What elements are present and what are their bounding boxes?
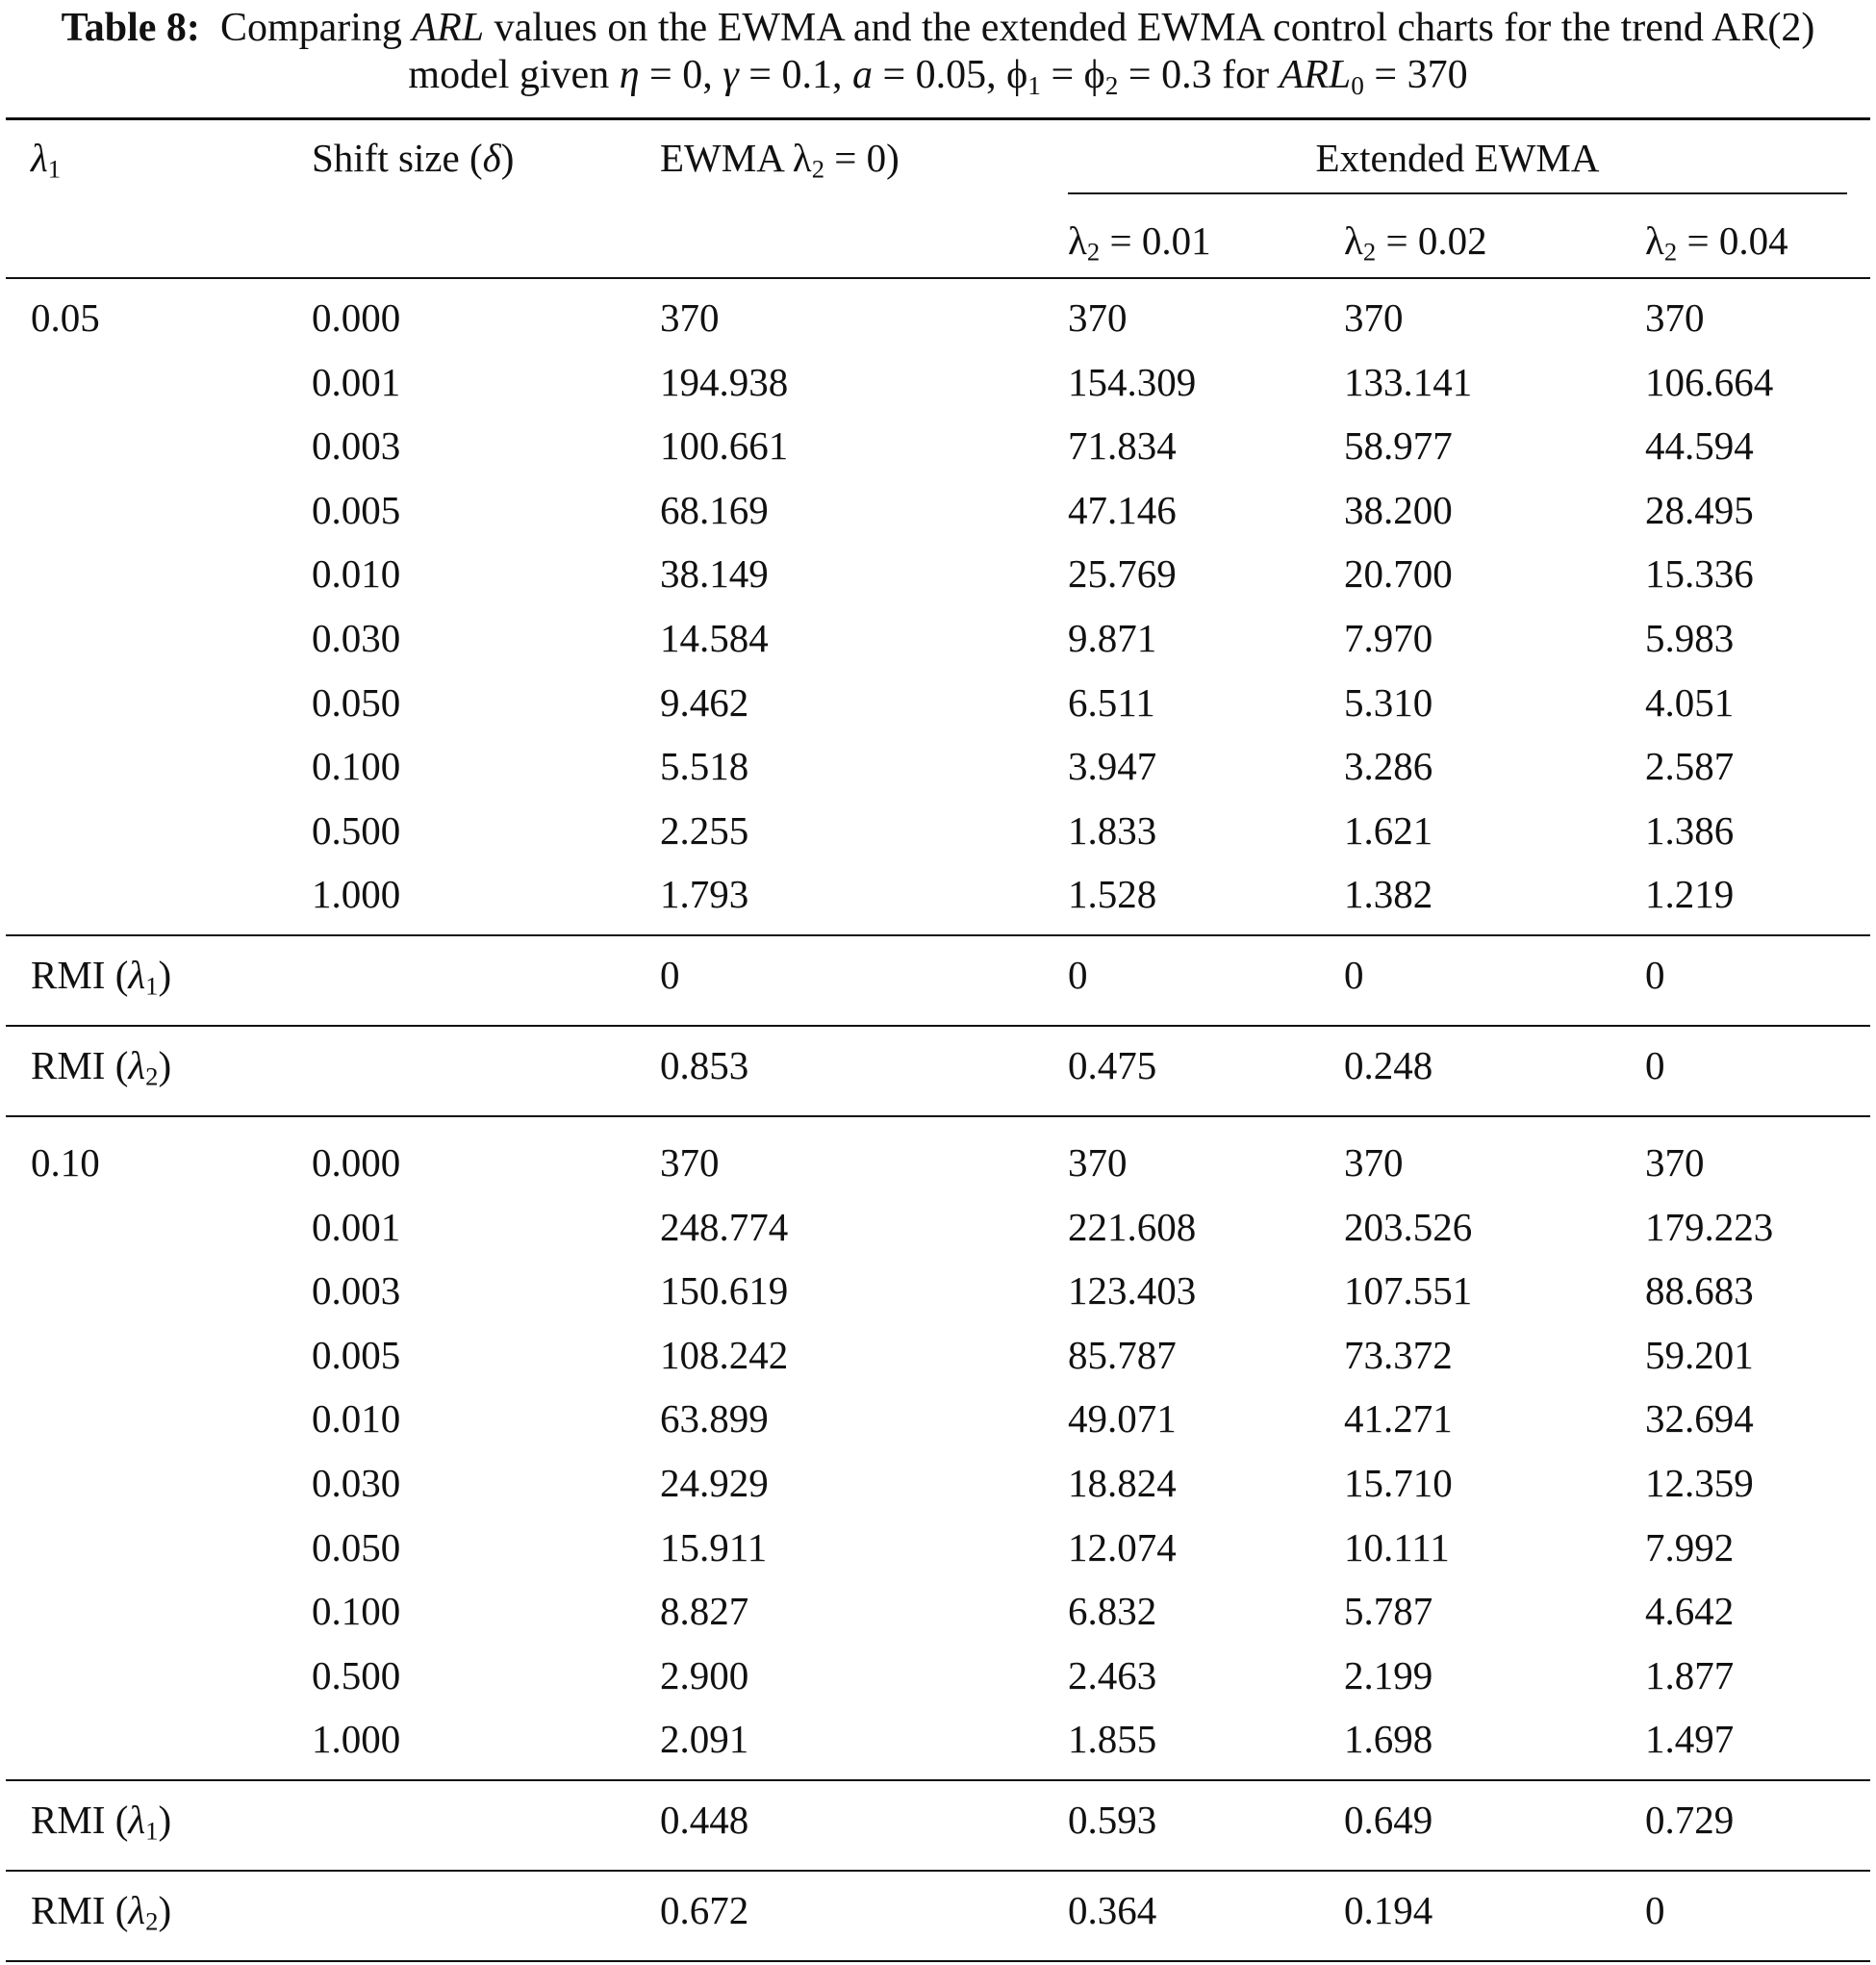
arl-cell: 24.929 — [660, 1461, 769, 1505]
arl-cell: 1.855 — [1068, 1717, 1157, 1761]
shift-size-cell: 0.001 — [312, 360, 401, 404]
arl-cell: 5.310 — [1344, 680, 1433, 725]
header-lambda2-004: $\lambda_2 = 0.04$ — [1645, 218, 1788, 267]
arl-cell: 73.372 — [1344, 1333, 1453, 1377]
arl-cell: 8.827 — [660, 1589, 749, 1633]
arl-cell: 370 — [1344, 1140, 1404, 1185]
block-rule — [6, 1779, 1870, 1781]
arl-cell: 1.382 — [1344, 872, 1433, 916]
shift-size-cell: 0.500 — [312, 808, 401, 853]
arl-cell: 10.111 — [1344, 1525, 1450, 1569]
arl-cell: 4.051 — [1645, 680, 1735, 725]
arl-cell: 370 — [660, 295, 720, 340]
rmi-lambda2-value: 0 — [1645, 1888, 1665, 1932]
rmi-lambda2-value: 0.364 — [1068, 1888, 1157, 1932]
arl-cell: 203.526 — [1344, 1205, 1473, 1249]
arl-cell: 25.769 — [1068, 551, 1177, 596]
rmi-lambda1-value: 0.729 — [1645, 1798, 1735, 1842]
header-shift-size: Shift size (δ) — [312, 136, 515, 180]
arl-cell: 106.664 — [1645, 360, 1774, 404]
arl-cell: 221.608 — [1068, 1205, 1197, 1249]
table-label: Table 8: — [61, 6, 200, 50]
block-lambda1-value: 0.05 — [31, 295, 100, 340]
rmi-lambda2-label: RMI $(\lambda_2)$ — [31, 1043, 172, 1091]
shift-size-cell: 0.003 — [312, 1268, 401, 1313]
header-extended-ewma: Extended EWMA — [1315, 136, 1600, 180]
shift-size-cell: 0.050 — [312, 680, 401, 725]
arl-cell: 12.359 — [1645, 1461, 1754, 1505]
arl-cell: 4.642 — [1645, 1589, 1735, 1633]
arl-cell: 15.911 — [660, 1525, 768, 1569]
arl-cell: 1.698 — [1344, 1717, 1433, 1761]
arl-cell: 1.621 — [1344, 808, 1433, 853]
block-rule — [6, 1115, 1870, 1117]
arl-cell: 6.511 — [1068, 680, 1155, 725]
rmi-lambda2-label: RMI $(\lambda_2)$ — [31, 1888, 172, 1936]
arl-cell: 3.947 — [1068, 744, 1157, 788]
arl-cell: 370 — [1068, 295, 1128, 340]
arl-cell: 100.661 — [660, 423, 789, 468]
arl-cell: 2.587 — [1645, 744, 1735, 788]
arl-cell: 194.938 — [660, 360, 789, 404]
shift-size-cell: 0.001 — [312, 1205, 401, 1249]
header-lambda2-002: $\lambda_2 = 0.02$ — [1344, 218, 1487, 267]
arl-cell: 2.255 — [660, 808, 749, 853]
arl-cell: 18.824 — [1068, 1461, 1177, 1505]
shift-size-cell: 0.010 — [312, 1396, 401, 1441]
arl-cell: 154.309 — [1068, 360, 1197, 404]
arl-cell: 28.495 — [1645, 488, 1754, 532]
block-lambda1-value: 0.10 — [31, 1140, 100, 1185]
arl-cell: 123.403 — [1068, 1268, 1197, 1313]
arl-cell: 88.683 — [1645, 1268, 1754, 1313]
arl-cell: 2.091 — [660, 1717, 749, 1761]
arl-cell: 1.528 — [1068, 872, 1157, 916]
shift-size-cell: 0.030 — [312, 616, 401, 660]
arl-cell: 370 — [1068, 1140, 1128, 1185]
arl-cell: 370 — [660, 1140, 720, 1185]
arl-cell: 1.793 — [660, 872, 749, 916]
arl-cell: 370 — [1344, 295, 1404, 340]
rmi-lambda1-value: 0.593 — [1068, 1798, 1157, 1842]
arl-cell: 5.787 — [1344, 1589, 1433, 1633]
arl-cell: 59.201 — [1645, 1333, 1754, 1377]
shift-size-cell: 0.100 — [312, 744, 401, 788]
shift-size-cell: 0.500 — [312, 1653, 401, 1697]
header-lambda1: $\lambda_1$ — [31, 136, 62, 184]
arl-cell: 179.223 — [1645, 1205, 1774, 1249]
arl-cell: 68.169 — [660, 488, 769, 532]
arl-cell: 108.242 — [660, 1333, 789, 1377]
arl-cell: 1.833 — [1068, 808, 1157, 853]
shift-size-cell: 0.005 — [312, 1333, 401, 1377]
rmi-lambda1-label: RMI $(\lambda_1)$ — [31, 1798, 172, 1846]
shift-size-cell: 0.000 — [312, 1140, 401, 1185]
rmi-rule — [6, 1025, 1870, 1027]
arl-cell: 1.497 — [1645, 1717, 1735, 1761]
rmi-lambda1-value: 0.649 — [1344, 1798, 1433, 1842]
arl-cell: 58.977 — [1344, 423, 1453, 468]
arl-cell: 3.286 — [1344, 744, 1433, 788]
rmi-lambda1-value: 0 — [660, 953, 680, 997]
arl-cell: 150.619 — [660, 1268, 789, 1313]
arl-cell: 5.518 — [660, 744, 749, 788]
arl-cell: 41.271 — [1344, 1396, 1453, 1441]
table-caption-line1: Table 8: Comparing ARL values on the EWMA and the extended EWMA control charts for the trend AR(2) — [61, 6, 1815, 50]
table-caption-line2: model given η = 0, γ = 0.1, a = 0.05, $\phi_1 = \phi_2 = 0.3$ for $ARL_0 = 370$ — [408, 53, 1468, 100]
shift-size-cell: 0.050 — [312, 1525, 401, 1569]
shift-size-cell: 1.000 — [312, 1717, 401, 1761]
arl-cell: 1.877 — [1645, 1653, 1735, 1697]
arl-cell: 2.900 — [660, 1653, 749, 1697]
arl-cell: 5.983 — [1645, 616, 1735, 660]
arl-cell: 2.199 — [1344, 1653, 1433, 1697]
rmi-lambda1-value: 0 — [1645, 953, 1665, 997]
arl-cell: 248.774 — [660, 1205, 789, 1249]
arl-cell: 15.710 — [1344, 1461, 1453, 1505]
rmi-lambda2-value: 0.475 — [1068, 1043, 1157, 1087]
arl-cell: 133.141 — [1344, 360, 1473, 404]
shift-size-cell: 0.000 — [312, 295, 401, 340]
arl-cell: 32.694 — [1645, 1396, 1754, 1441]
table-top-rule — [6, 117, 1870, 120]
header-lambda2-001: $\lambda_2 = 0.01$ — [1068, 218, 1211, 267]
block-rule — [6, 934, 1870, 936]
arl-cell: 14.584 — [660, 616, 769, 660]
shift-size-cell: 1.000 — [312, 872, 401, 916]
arl-cell: 7.992 — [1645, 1525, 1735, 1569]
arl-cell: 12.074 — [1068, 1525, 1177, 1569]
arl-cell: 9.462 — [660, 680, 749, 725]
rmi-lambda2-value: 0.248 — [1344, 1043, 1433, 1087]
arl-cell: 38.200 — [1344, 488, 1453, 532]
extended-ewma-rule — [1068, 192, 1847, 194]
arl-cell: 1.386 — [1645, 808, 1735, 853]
rmi-lambda1-value: 0 — [1068, 953, 1088, 997]
arl-cell: 370 — [1645, 295, 1705, 340]
arl-cell: 85.787 — [1068, 1333, 1177, 1377]
arl-cell: 38.149 — [660, 551, 769, 596]
rmi-lambda2-value: 0.194 — [1344, 1888, 1433, 1932]
arl-cell: 6.832 — [1068, 1589, 1157, 1633]
rmi-lambda1-label: RMI $(\lambda_1)$ — [31, 953, 172, 1001]
rmi-lambda2-value: 0.853 — [660, 1043, 749, 1087]
arl-cell: 44.594 — [1645, 423, 1754, 468]
arl-cell: 20.700 — [1344, 551, 1453, 596]
arl-cell: 9.871 — [1068, 616, 1157, 660]
shift-size-cell: 0.010 — [312, 551, 401, 596]
rmi-lambda1-value: 0 — [1344, 953, 1364, 997]
arl-cell: 107.551 — [1344, 1268, 1473, 1313]
arl-cell: 63.899 — [660, 1396, 769, 1441]
table-bottom-rule — [6, 1960, 1870, 1962]
header-ewma: EWMA $\lambda_2 = 0$) — [660, 136, 900, 184]
header-bottom-rule — [6, 277, 1870, 279]
arl-cell: 47.146 — [1068, 488, 1177, 532]
shift-size-cell: 0.030 — [312, 1461, 401, 1505]
arl-cell: 2.463 — [1068, 1653, 1157, 1697]
rmi-lambda2-value: 0 — [1645, 1043, 1665, 1087]
arl-cell: 15.336 — [1645, 551, 1754, 596]
shift-size-cell: 0.003 — [312, 423, 401, 468]
rmi-rule — [6, 1870, 1870, 1872]
arl-cell: 370 — [1645, 1140, 1705, 1185]
arl-cell: 1.219 — [1645, 872, 1735, 916]
rmi-lambda2-value: 0.672 — [660, 1888, 749, 1932]
shift-size-cell: 0.100 — [312, 1589, 401, 1633]
rmi-lambda1-value: 0.448 — [660, 1798, 749, 1842]
shift-size-cell: 0.005 — [312, 488, 401, 532]
arl-cell: 49.071 — [1068, 1396, 1177, 1441]
arl-cell: 7.970 — [1344, 616, 1433, 660]
arl-cell: 71.834 — [1068, 423, 1177, 468]
